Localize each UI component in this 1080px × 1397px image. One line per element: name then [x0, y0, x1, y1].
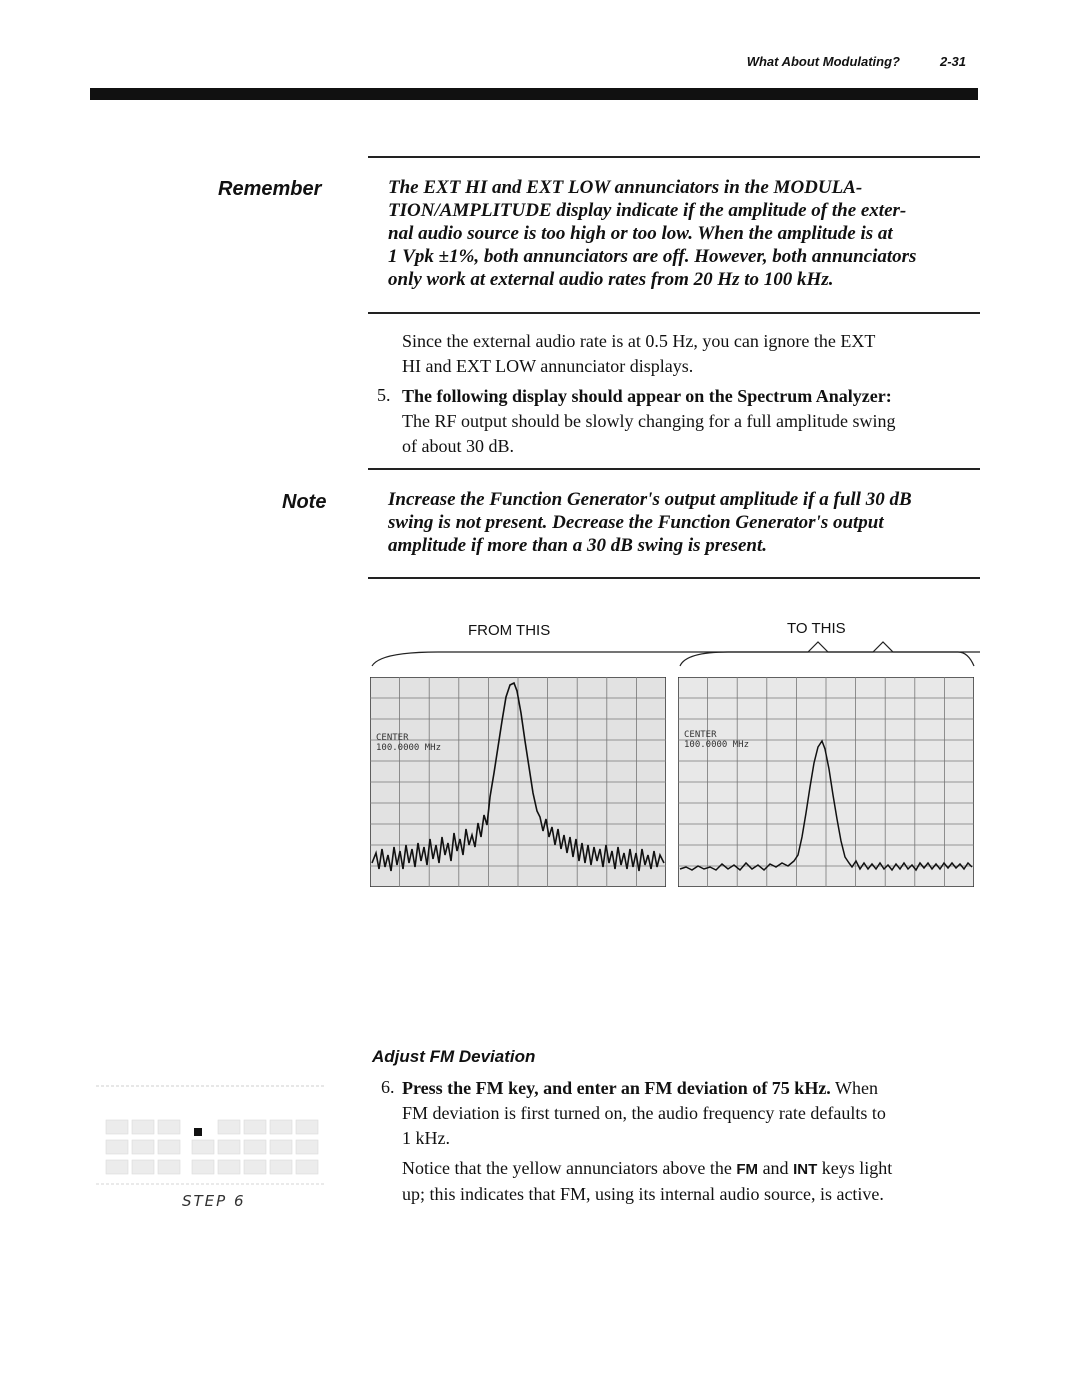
running-header-title: What About Modulating? — [746, 54, 900, 69]
rule-top-note — [368, 468, 980, 470]
paragraph-2-text-a: Notice that the yellow annunciators above the — [402, 1158, 732, 1178]
rule-bottom-remember — [368, 312, 980, 314]
spectrum-screen-from — [370, 677, 666, 887]
remember-line-2: TION/AMPLITUDE display indicate if the amplitude of the exter- — [388, 200, 907, 221]
keypad-illustration — [92, 1080, 328, 1190]
caption-from-this: FROM THIS — [468, 622, 551, 639]
step-6-line-3: 1 kHz. — [402, 1128, 450, 1148]
step-6-line-1 — [402, 1076, 982, 1101]
remember-line-1: The EXT HI and EXT LOW annunciators in the MODULA- — [388, 177, 863, 198]
step-6-bold-text: Press the FM key, and enter an FM deviation of 75 kHz. — [402, 1078, 831, 1098]
note-line-2: swing is not present. Decrease the Function Generator's output — [388, 512, 884, 533]
paragraph-2-text-b: and — [762, 1158, 789, 1178]
header-bar — [90, 88, 978, 100]
note-label: Note — [282, 491, 327, 513]
remember-line-4: 1 Vpk ±1%, both annunciators are off. However, both annunciators — [388, 246, 917, 267]
step-5-line-2: of about 30 dB. — [402, 436, 514, 456]
caption-to-this: TO THIS — [787, 620, 846, 637]
screen-from-label-center: CENTER — [376, 733, 409, 743]
step-5 — [402, 384, 982, 459]
step-6-number: 6. — [381, 1077, 395, 1097]
int-key-label: INT — [793, 1161, 818, 1178]
step-5-heading: The following display should appear on the Spectrum Analyzer: — [402, 386, 892, 406]
subheading-adjust-fm: Adjust FM Deviation — [372, 1047, 536, 1066]
rule-top-remember — [368, 156, 980, 158]
step-6-label: STEP 6 — [182, 1192, 246, 1210]
remember-label: Remember — [218, 178, 322, 200]
step-6 — [402, 1076, 982, 1151]
fm-key-indicator — [194, 1128, 202, 1136]
screen-from-label-freq: 100.0000 MHz — [376, 743, 442, 753]
screen-to-label-freq: 100.0000 MHz — [684, 740, 750, 750]
figure-braces — [368, 640, 980, 670]
remember-line-5: only work at external audio rates from 20 Hz to 100 kHz. — [388, 269, 834, 290]
fm-key-label: FM — [736, 1161, 759, 1178]
step-6-line-1-rest: When — [835, 1078, 878, 1098]
step-6-line-2: FM deviation is first turned on, the audio frequency rate defaults to — [402, 1103, 886, 1123]
spectrum-screen-to — [678, 677, 974, 887]
paragraph-annunciators — [402, 1156, 982, 1207]
note-line-1: Increase the Function Generator's output amplitude if a full 30 dB — [388, 489, 912, 510]
remember-callout — [388, 176, 980, 291]
rule-bottom-note — [368, 577, 980, 579]
paragraph-2-line-1 — [402, 1156, 982, 1182]
paragraph-line-1: Since the external audio rate is at 0.5 Hz, you can ignore the EXT — [402, 331, 876, 351]
paragraph-2-text-c: keys light — [821, 1158, 893, 1178]
paragraph-2-line-2: up; this indicates that FM, using its internal audio source, is active. — [402, 1184, 884, 1204]
note-callout — [388, 488, 980, 557]
paragraph-line-2: HI and EXT LOW annunciator displays. — [402, 356, 694, 376]
step-5-number: 5. — [377, 385, 391, 405]
page-number: 2-31 — [940, 54, 967, 69]
paragraph-audio-rate — [402, 329, 982, 379]
step-5-line-1: The RF output should be slowly changing for a full amplitude swing — [402, 411, 896, 431]
note-line-3: amplitude if more than a 30 dB swing is present. — [388, 535, 767, 556]
screen-to-label-center: CENTER — [684, 730, 717, 740]
remember-line-3: nal audio source is too high or too low. When the amplitude is at — [388, 223, 893, 244]
